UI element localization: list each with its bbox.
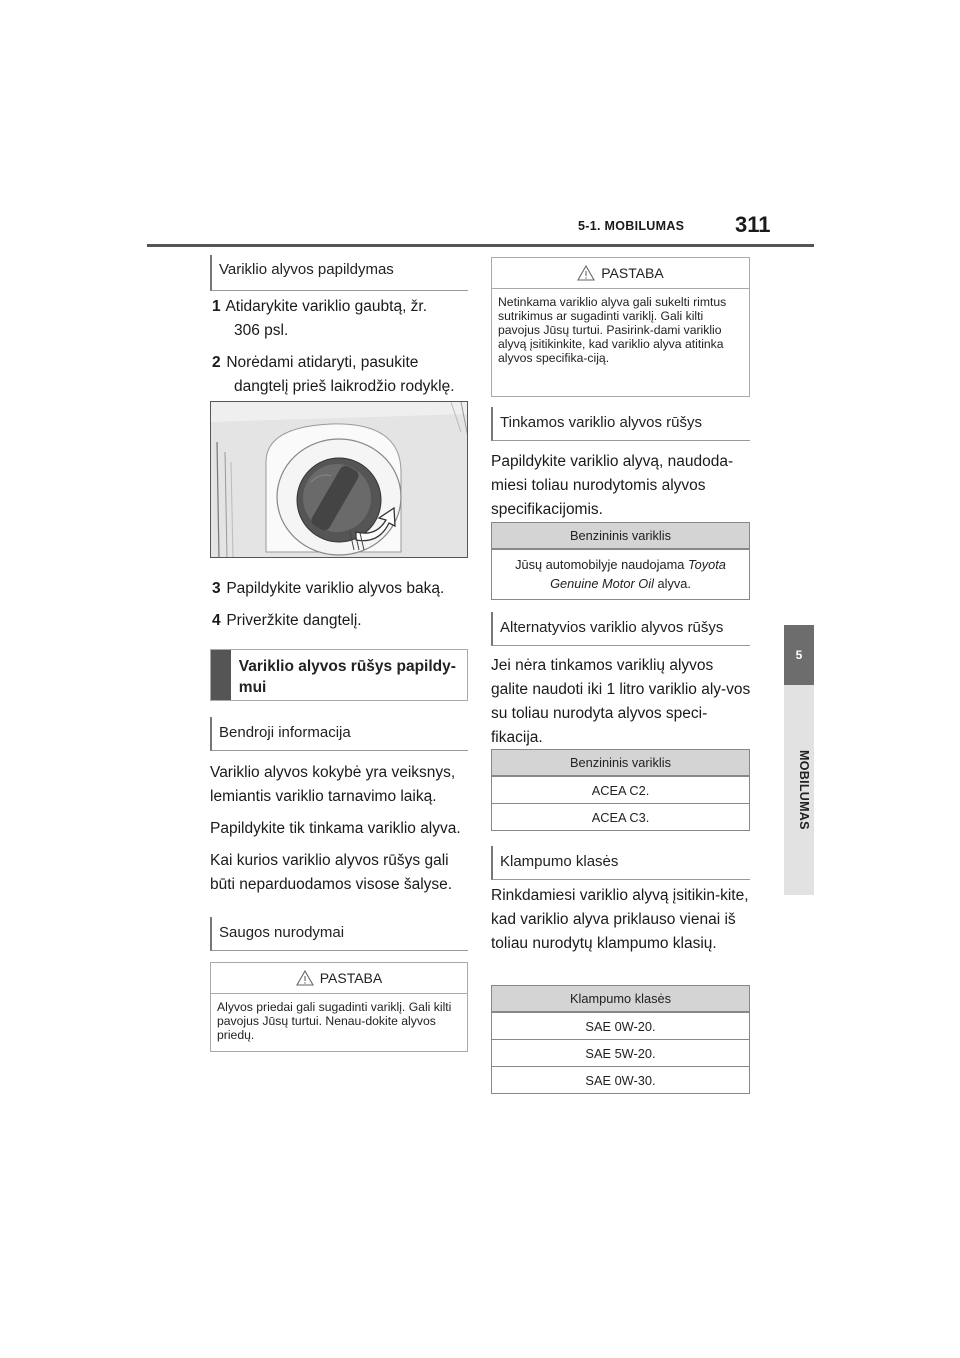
cell-text: alyva. [657, 576, 691, 591]
step-number: 2 [212, 354, 221, 371]
viscosity-text: Rinkdamiesi variklio alyvą įsitikin-kite, kad variklio alyva priklauso vienai iš toliau nurodytų klampumo klasių. [491, 887, 749, 952]
main-heading-box [210, 649, 468, 701]
step-text: Atidarykite variklio gaubtą, žr. [225, 298, 428, 315]
step-1 [212, 295, 474, 319]
table-header: Klampumo klasės [492, 986, 749, 1012]
table-cell: SAE 0W-30. [492, 1066, 749, 1093]
notice-body: Netinkama variklio alyva gali sukelti rimtus sutrikimus ar sugadinti variklį. Gali kilti pavojus Jūsų turtui. Pasirink-dami variklio alyvą įsitikinkite, kad variklio alyva atitinka alyvos specifika-ciją. [492, 288, 749, 372]
warning-icon [577, 265, 595, 281]
step-text-cont: dangtelį prieš laikrodžio rodyklę. [234, 378, 455, 395]
general-text [210, 761, 472, 897]
notice-title: PASTABA [319, 970, 383, 986]
cell-text-italic: Toyota Genuine Motor Oil [550, 557, 726, 591]
subheading-general: Bendroji informacija [210, 717, 468, 751]
notice-body: Alyvos priedai gali sugadinti variklį. Gali kilti pavojus Jūsų turtui. Nenau-dokite alyvos priedų. [211, 993, 467, 1049]
oil-cap-illustration [210, 401, 468, 558]
step-2 [212, 351, 474, 375]
table-header: Benzininis variklis [492, 750, 749, 776]
suitable-oils-text: Papildykite variklio alyvą, naudoda-miesi toliau nurodytomis alyvos specifikacijomis. [491, 453, 734, 518]
subheading-viscosity: Klampumo klasės [491, 846, 750, 880]
subheading-suitable-oils: Tinkamos variklio alyvos rūšys [491, 407, 750, 441]
notice-box-right [491, 257, 750, 397]
step-number: 3 [212, 580, 221, 597]
step-text: Papildykite variklio alyvos baką. [226, 580, 445, 597]
step-text: Priveržkite dangtelį. [226, 612, 362, 629]
table-cell: SAE 0W-20. [492, 1012, 749, 1039]
notice-title: PASTABA [601, 265, 664, 281]
subheading-alternative-oils: Alternatyvios variklio alyvos rūšys [491, 612, 750, 646]
step-number: 1 [212, 298, 221, 315]
step-text-cont: 306 psl. [234, 322, 289, 339]
notice-title-row [211, 963, 467, 993]
step-text: Norėdami atidaryti, pasukite [226, 354, 419, 371]
table-viscosity [491, 985, 750, 1094]
table-cell: SAE 5W-20. [492, 1039, 749, 1066]
subheading-refill: Variklio alyvos papildymas [210, 255, 468, 291]
main-heading: Variklio alyvos rūšys papildy-mui [238, 658, 456, 696]
header-rule [147, 244, 814, 247]
paragraph: Variklio alyvos kokybė yra veiksnys, lemiantis variklio tarnavimo laiką. [210, 764, 456, 805]
table-cell: ACEA C2. [492, 776, 749, 803]
cell-text: Jūsų automobilyje naudojama [515, 557, 685, 572]
table-acea [491, 749, 750, 831]
paragraph: Kai kurios variklio alyvos rūšys gali būti neparduodamos visose šalyse. [210, 852, 453, 893]
table-cell [492, 549, 749, 599]
refill-steps [212, 295, 474, 399]
step-3 [212, 577, 474, 601]
oil-cap-drawing [211, 402, 468, 558]
warning-icon [296, 970, 314, 986]
refill-steps-cont [212, 577, 474, 633]
table-cell: ACEA C3. [492, 803, 749, 830]
alternative-oils-text: Jei nėra tinkamos variklių alyvos galite naudoti iki 1 litro variklio aly-vos su toliau nurodyta alyvos speci-fikacija. [491, 657, 751, 746]
heading-bar [211, 650, 231, 700]
table-header: Benzininis variklis [492, 523, 749, 549]
step-number: 4 [212, 612, 221, 629]
chapter-tab-number: 5 [784, 625, 814, 685]
section-title: 5-1. MOBILUMAS [578, 219, 685, 233]
notice-box-left [210, 962, 468, 1052]
chapter-tab-label: MOBILUMAS [797, 750, 811, 830]
notice-title-row [492, 258, 749, 288]
subheading-safety: Saugos nurodymai [210, 917, 468, 951]
page-number: 311 [735, 212, 771, 237]
table-gasoline-oil [491, 522, 750, 600]
step-4 [212, 609, 474, 633]
paragraph: Papildykite tik tinkama variklio alyva. [210, 820, 461, 837]
